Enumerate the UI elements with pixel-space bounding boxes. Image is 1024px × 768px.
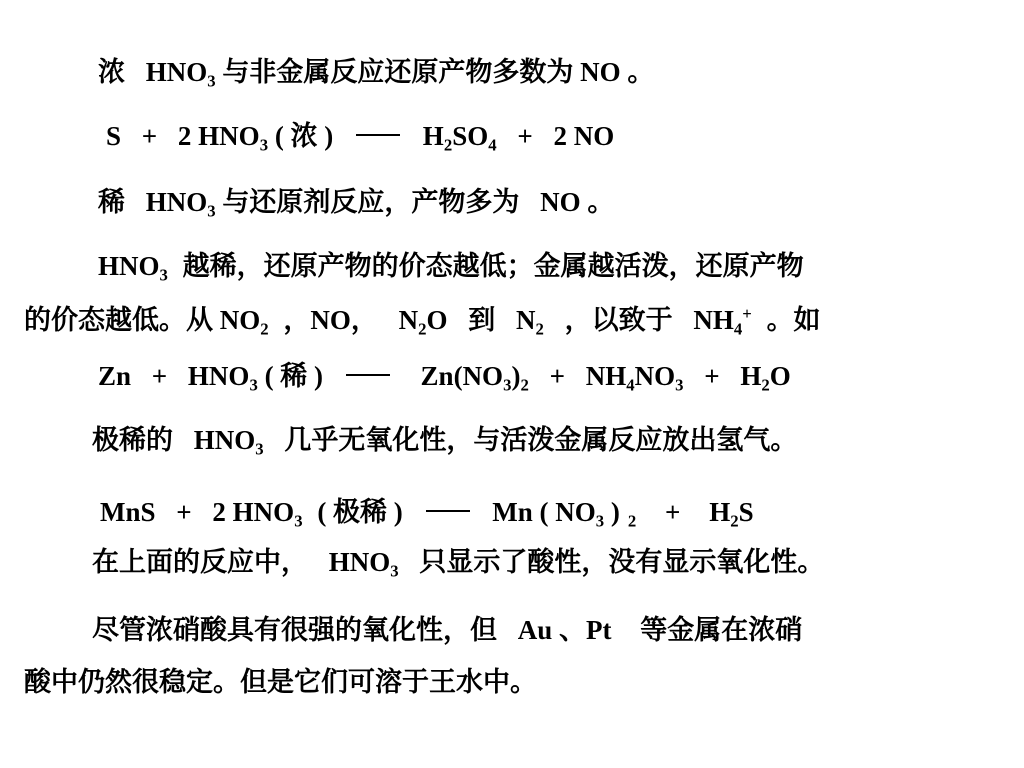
equation-sulfur-concentrated-hno3 (106, 118, 614, 154)
reactant-hno3: 2 $HNO_3$ (177, 121, 269, 155)
text: 与非金属反应还原产物多数为 NO 。 (222, 57, 655, 87)
reaction-dash (426, 510, 470, 512)
statement-dilution-trend (98, 248, 804, 284)
formula-hno3: $HNO_3$ (193, 425, 264, 459)
text: 等金属在浓硝 (640, 615, 803, 645)
product-ammonium-nitrate: $NH_4NO_3$ (585, 361, 684, 395)
text: 稀 (98, 187, 125, 217)
text: 。如 (766, 305, 821, 335)
statement-aqua-regia (92, 612, 802, 648)
condition: ( 浓 ) (274, 121, 334, 151)
text: 几乎无氧化性，与活泼金属反应放出氢气。 (284, 425, 798, 455)
plus-sign: + (141, 121, 158, 151)
plus-sign: + (549, 361, 565, 391)
statement-dilute-hno3 (98, 184, 614, 220)
formula-hno3: $HNO_3$ (328, 547, 399, 581)
statement-aqua-regia-continued (24, 664, 537, 700)
reaction-dash (356, 134, 400, 136)
text: ，以致于 (564, 305, 673, 335)
equation-mns-very-dilute-hno3 (100, 494, 754, 530)
condition: ( 稀 ) (264, 361, 324, 391)
text: NO 。 (540, 187, 615, 217)
condition: ( 极稀 ) (317, 497, 403, 527)
product-h2s: $H_2S$ (709, 497, 754, 531)
product-manganese-nitrate: Mn ( $NO_3$ ) $_2$ (492, 497, 637, 531)
product-h2so4: $H_2SO_4$ (422, 121, 497, 155)
product-water: $H_2O$ (740, 361, 791, 395)
product-zinc-nitrate: $Zn(NO_3)_2$ (420, 361, 529, 395)
reactant: S (106, 121, 122, 151)
text: 只显示了酸性，没有显示氧化性。 (419, 547, 825, 577)
plus-sign: + (665, 497, 681, 527)
reactant: Zn (98, 361, 132, 391)
text: 尽管浓硝酸具有很强的氧化性，但 (92, 615, 497, 645)
formula-nh4-plus: $NH_4^+$ (693, 303, 752, 339)
plus-sign: + (704, 361, 720, 391)
statement-acidic-only (92, 544, 824, 580)
text: 与还原剂反应，产物多为 (222, 187, 520, 217)
formula-n2o: $N_2O$ (398, 305, 448, 339)
formula-hno3: $HNO_3$ (145, 187, 216, 221)
text: 的价态越低。从 $NO_2$ (24, 305, 269, 339)
statement-concentrated-hno3 (98, 54, 654, 90)
reactant-hno3: 2 $HNO_3$ (212, 497, 303, 531)
reactant: MnS (100, 497, 156, 527)
text: 酸中仍然很稳定。但是它们可溶于王水中。 (24, 667, 537, 697)
plus-sign: + (517, 121, 533, 151)
statement-very-dilute-hno3 (92, 422, 797, 458)
formula-hno3: $HNO_3$ (98, 251, 168, 285)
product-no: 2 NO (553, 121, 615, 151)
text: 浓 (98, 57, 125, 87)
text: 极稀的 (92, 425, 173, 455)
plus-sign: + (176, 497, 192, 527)
plus-sign: + (151, 361, 168, 391)
reaction-dash (346, 374, 390, 376)
equation-zinc-dilute-hno3 (98, 358, 791, 394)
formula-n2: $N_2$ (516, 305, 544, 339)
text: 越稀，还原产物的价态越低；金属越活泼，还原产物 (182, 251, 804, 281)
reactant-hno3: $HNO_3$ (187, 361, 258, 395)
statement-dilution-trend-continued (24, 302, 821, 338)
text: 在上面的反应中， (92, 547, 308, 577)
metals-au-pt: Au 、Pt (517, 615, 612, 645)
text: 到 (468, 305, 496, 335)
text: ，NO， (283, 305, 378, 335)
formula-hno3: $HNO_3$ (145, 57, 216, 91)
